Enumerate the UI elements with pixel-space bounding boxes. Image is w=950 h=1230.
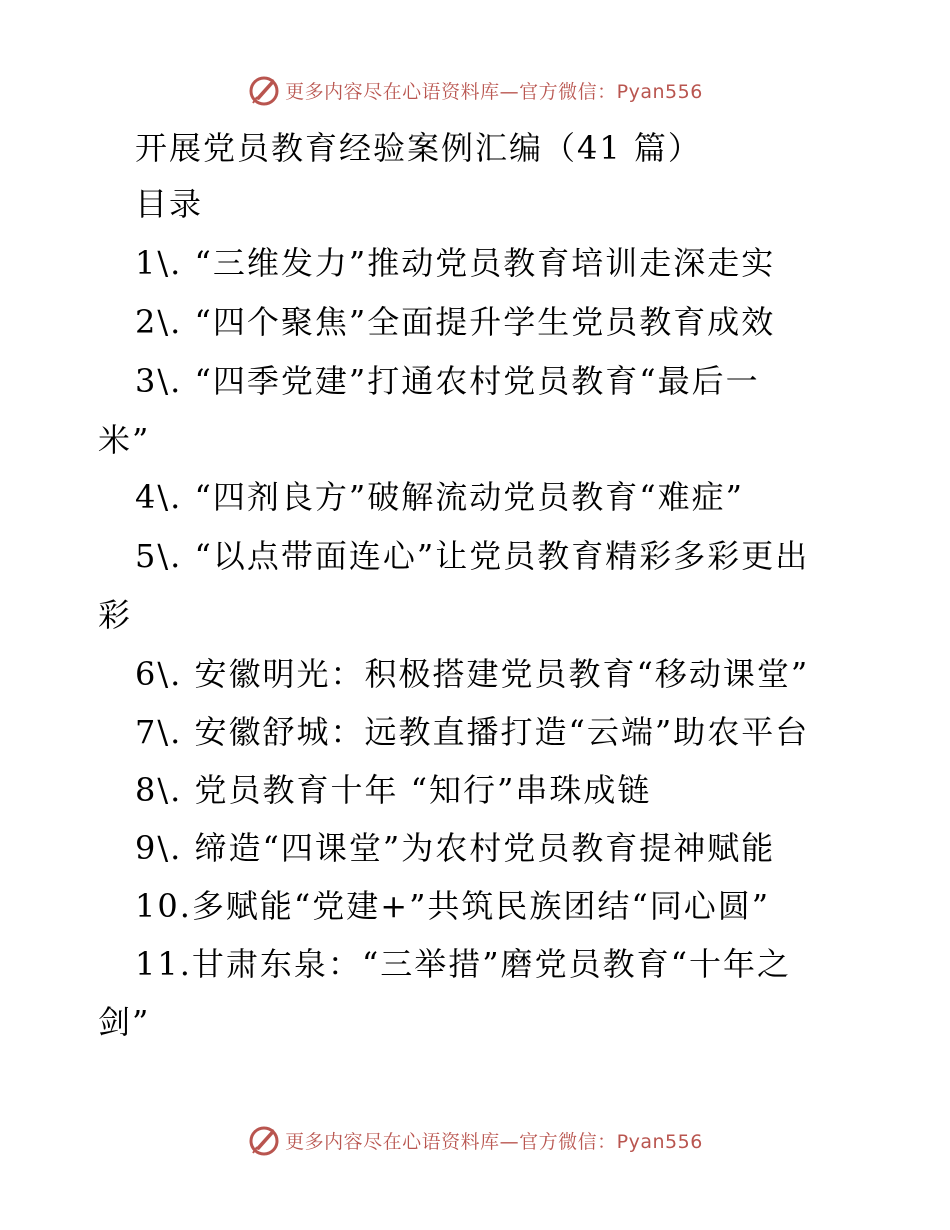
toc-item: 5\. “以点带面连心”让党员教育精彩多彩更出 <box>135 537 810 575</box>
toc-item: 10.多赋能“党建+”共筑民族团结“同心圆” <box>135 887 771 925</box>
watermark-text: 更多内容尽在心语资料库—官方微信：Pyan556 <box>285 80 703 103</box>
toc-item: 9\. 缔造“四课堂”为农村党员教育提神赋能 <box>135 829 776 867</box>
toc-heading: 目录 <box>135 185 204 223</box>
toc-item: 1\. “三维发力”推动党员教育培训走深走实 <box>135 244 776 282</box>
feather-pen-icon <box>247 73 281 107</box>
toc-item: 4\. “四剂良方”破解流动党员教育“难症” <box>135 478 744 516</box>
toc-item-continued: 彩 <box>98 596 133 634</box>
watermark-text: 更多内容尽在心语资料库—官方微信：Pyan556 <box>285 1130 703 1153</box>
feather-pen-icon <box>247 1123 281 1157</box>
toc-item: 2\. “四个聚焦”全面提升学生党员教育成效 <box>135 303 776 341</box>
toc-item: 8\. 党员教育十年 “知行”串珠成链 <box>135 771 652 809</box>
toc-item: 3\. “四季党建”打通农村党员教育“最后一 <box>135 362 760 400</box>
toc-item: 11.甘肃东泉：“三举措”磨党员教育“十年之 <box>135 945 791 983</box>
toc-item-continued: 剑” <box>98 1003 151 1041</box>
watermark-banner-bottom <box>0 1120 950 1160</box>
document-title: 开展党员教育经验案例汇编（41 篇） <box>135 129 702 167</box>
toc-item: 7\. 安徽舒城：远教直播打造“云端”助农平台 <box>135 713 810 751</box>
toc-item: 6\. 安徽明光：积极搭建党员教育“移动课堂” <box>135 655 810 693</box>
watermark-banner-top <box>0 70 950 110</box>
toc-item-continued: 米” <box>98 421 151 459</box>
